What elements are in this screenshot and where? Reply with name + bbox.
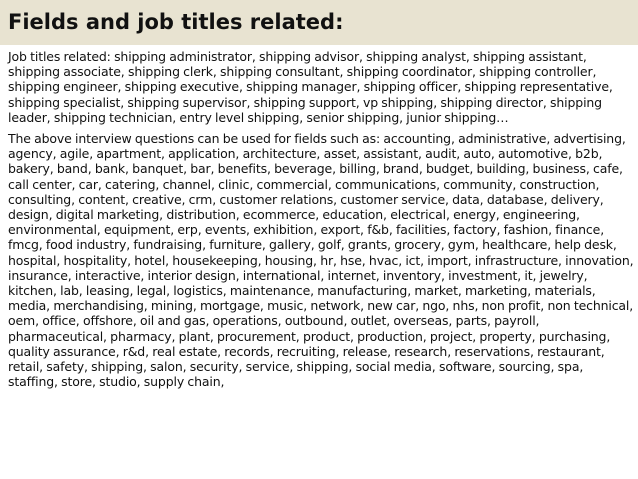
fields-paragraph: The above interview questions can be used for fields such as: accounting, administrative, advertising, agency, agile, apartment, application, architecture, asset, assistant, audit, auto, automotive, b2b, bakery, band, bank, banquet, bar, benefits, beverage, billing, brand, budget, building, business, cafe, call center, car, catering, channel, clinic, commercial, communications, community, construction, consulting, content, creative, crm, customer relations, customer service, data, database, delivery, design, digital marketing, distribution, ecommerce, education, electrical, energy, engineering, environmental, equipment, erp, events, exhibition, export, f&b, facilities, factory, fashion, finance, fmcg, food industry, fundraising, furniture, gallery, golf, grants, grocery, gym, healthcare, help desk, hospital, hospitality, hotel, housekeeping, housing, hr, hse, hvac, ict, import, infrastructure, innovation, insurance, interactive, interior design, international, internet, inventory, investment, it, jewelry, kitchen, lab, leasing, legal, logistics, maintenance, manufacturing, market, marketing, materials, media, merchandising, mining, mortgage, music, network, new car, ngo, nhs, non profit, non technical, oem, office, offshore, oil and gas, operations, outbound, outlet, overseas, parts, payroll, pharmaceutical, pharmacy, plant, procurement, product, production, project, property, purchasing, quality assurance, r&d, real estate, records, recruiting, release, research, reservations, restaurant, retail, safety, shipping, salon, security, service, shipping, social media, software, sourcing, spa, staffing, store, studio, supply chain, xyxy=(8,131,634,390)
title-band xyxy=(0,0,638,45)
slide-body xyxy=(8,49,634,395)
slide-title: Fields and job titles related: xyxy=(8,10,344,34)
job-titles-paragraph: Job titles related: shipping administrator, shipping advisor, shipping analyst, shipping assistant, shipping associate, shipping clerk, shipping consultant, shipping coordinator, shipping controller, shipping engineer, shipping executive, shipping manager, shipping officer, shipping representative, shipping specialist, shipping supervisor, shipping support, vp shipping, shipping director, shipping leader, shipping technician, entry level shipping, senior shipping, junior shipping… xyxy=(8,49,613,125)
